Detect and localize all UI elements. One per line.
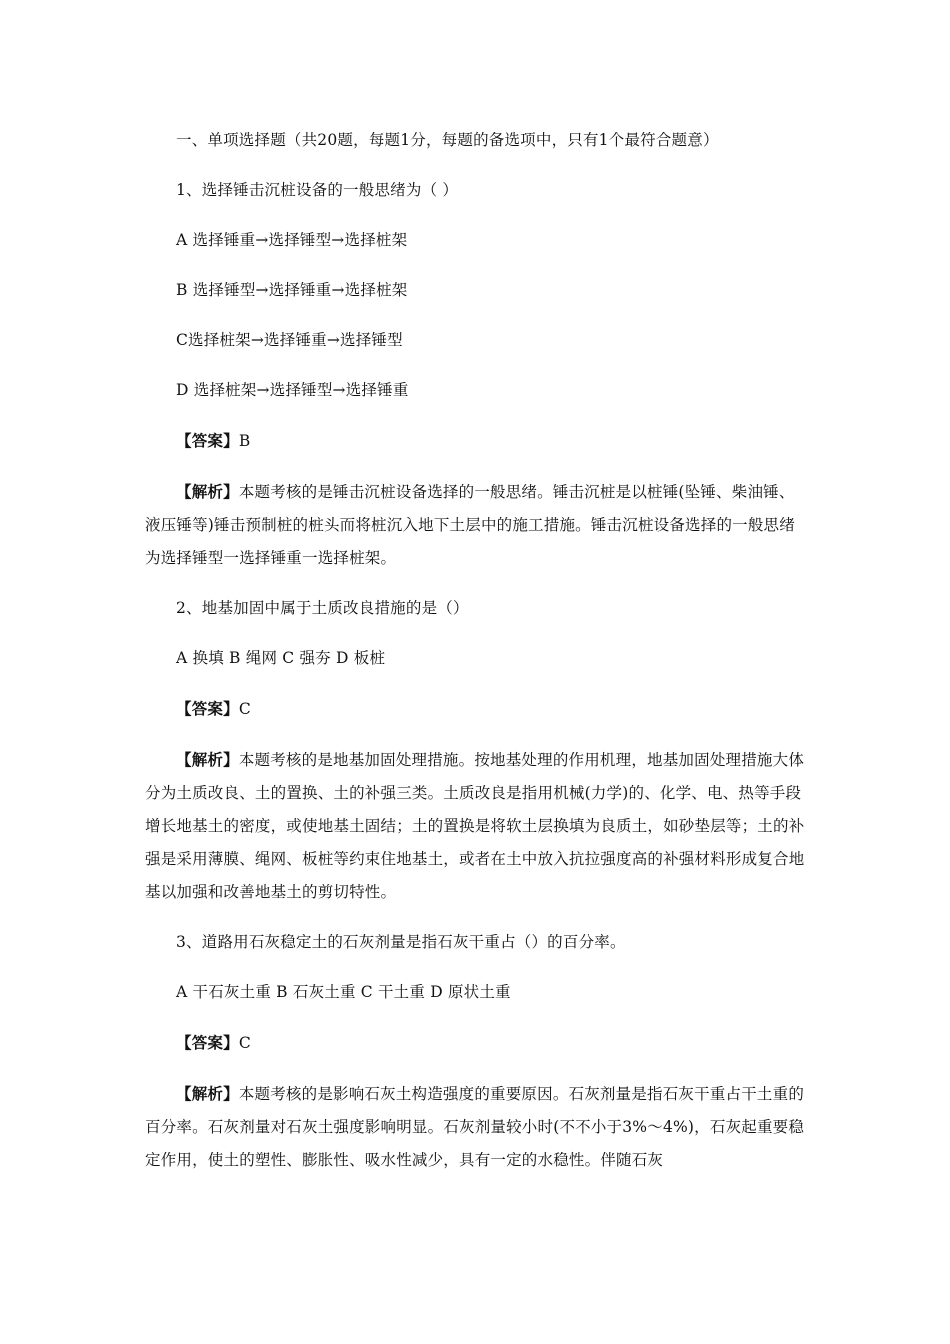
analysis-text: 本题考核的是锤击沉桩设备选择的一般思绪。锤击沉桩是以桩锤(坠锤、柴油锤、液压锤等)锤击预制桩的桩头而将桩沉入地下土层中的施工措施。锤击沉桩设备选择的一般思绪为选择锤型一选择锤重一选择桩架。: [145, 483, 795, 567]
analysis-label: 【解析】: [176, 482, 239, 501]
question-1-analysis: [145, 475, 810, 575]
question-1-option-d: D 选择桩架→选择锤型→选择锤重: [176, 381, 409, 399]
question-2-options: A 换填 B 绳网 C 强夯 D 板桩: [176, 649, 386, 667]
answer-label: 【答案】: [176, 431, 239, 450]
question-3-stem: 3、道路用石灰稳定土的石灰剂量是指石灰干重占（）的百分率。: [176, 933, 626, 951]
question-3-analysis: [145, 1077, 810, 1177]
question-1-option-a: A 选择锤重→选择锤型→选择桩架: [176, 231, 408, 249]
section-title: 一、单项选择题（共20题，每题1分，每题的备选项中，只有1个最符合题意）: [176, 131, 719, 149]
question-2-stem: 2、地基加固中属于土质改良措施的是（）: [176, 599, 469, 617]
answer-value: B: [238, 432, 251, 450]
question-1-answer: [145, 424, 810, 458]
question-1-stem: 1、选择锤击沉桩设备的一般思绪为（ ）: [176, 181, 459, 199]
analysis-text: 本题考核的是影响石灰土构造强度的重要原因。石灰剂量是指石灰干重占干土重的百分率。石灰剂量对石灰土强度影响明显。石灰剂量较小时(不不小于3%～4%)，石灰起重要稳定作用，使土的塑性、膨胀性、吸水性减少，具有一定的水稳性。伴随石灰: [145, 1085, 805, 1169]
answer-value: C: [238, 1034, 251, 1052]
answer-label: 【答案】: [176, 1033, 239, 1052]
analysis-label: 【解析】: [176, 1084, 239, 1103]
document-body: [145, 124, 810, 1194]
question-3-options: A 干石灰土重 B 石灰土重 C 干土重 D 原状土重: [176, 983, 511, 1001]
question-2-answer: [145, 692, 810, 726]
question-3-answer: [145, 1026, 810, 1060]
question-1-option-b: B 选择锤型→选择锤重→选择桩架: [176, 281, 408, 299]
question-1-option-c: C选择桩架→选择锤重→选择锤型: [176, 331, 403, 349]
question-2-analysis: [145, 743, 810, 909]
analysis-label: 【解析】: [176, 750, 239, 769]
answer-label: 【答案】: [176, 699, 239, 718]
answer-value: C: [238, 700, 251, 718]
analysis-text: 本题考核的是地基加固处理措施。按地基处理的作用机理，地基加固处理措施大体分为土质改良、土的置换、土的补强三类。土质改良是指用机械(力学)的、化学、电、热等手段增长地基土的密度，或使地基土固结；土的置换是将软土层换填为良质土，如砂垫层等；土的补强是采用薄膜、绳网、板桩等约束住地基土，或者在土中放入抗拉强度高的补强材料形成复合地基以加强和改善地基土的剪切特性。: [145, 751, 805, 901]
